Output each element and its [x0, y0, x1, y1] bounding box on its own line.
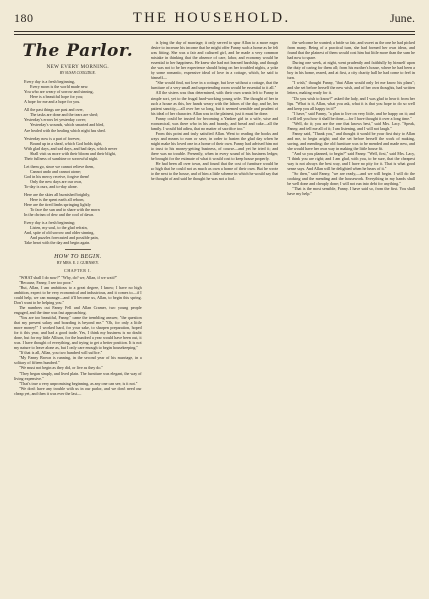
poem-line: Only the new days are our own, — [30, 178, 83, 184]
story-paragraph: "Because, Fanny, I see too poor." — [19, 279, 74, 285]
chapter-heading: CHAPTER I. — [64, 267, 92, 273]
poem-line: Let them go, since we cannot relieve them, — [24, 163, 95, 169]
story-paragraph: He had been all over town, and found that the cost of furniture would be so high that he could not as much as own a home of their own. But he wrote to the next to the house, and of him a little scheme in which he would say that he thought of and said he thought he was not a fool. — [150, 161, 279, 182]
poem-byline: BY SUSAN COOLIDGE. — [59, 71, 96, 76]
poem-stanza — [24, 107, 142, 132]
story-paragraph: "My Fanny Brown is running, in the second year of his marriage, in a solitary of fifteen hundred." — [14, 355, 142, 366]
story-paragraph: "We must not begin as they did, or live as they do." — [19, 365, 104, 371]
poem-line: A hope for me and a hope for you. — [24, 99, 81, 105]
story-paragraph: "And so you planned, to begin?" said Fanny. "Well, first," said Mrs. Lacy, "I think you are right; and I am glad, with you, to be sure, that the cheapest way is not always the best way, and I have no pity for it. That is what good sense says. And Allan will be delighted when he hears of it." — [287, 151, 415, 172]
page-number: 180 — [14, 11, 34, 25]
story-text-col3 — [287, 40, 415, 196]
poem-line: Yesterday now is a part of forever, — [24, 135, 81, 141]
page-header — [14, 10, 415, 32]
story-paragraph: "But, Allan, I am ambitious to a great degree, I know; I have no high ambition, expect to be very economical and industrious, and it comes to—if I could help, we can manage—and it'll become us, Allan, to begin this spring. Don't want to be helping you." — [14, 284, 142, 305]
story-paragraph: "If that is all, Allan, you two hundred will suffice." — [19, 350, 103, 356]
poem-line: And puzzles forecasted and possible pain, — [30, 235, 99, 241]
column-3 — [287, 40, 415, 585]
poem-line: Here is a beautiful hope for you; — [30, 94, 84, 100]
department-title: The Parlor. — [22, 41, 134, 61]
poem-line: Are healed with the healing which night has shed. — [24, 127, 106, 133]
story-paragraph: The numbers out Fanny Fell and Allan Cramer, two young people engaged, and the time was fast approaching. — [14, 304, 142, 315]
masthead: THE HOUSEHOLD. — [132, 10, 291, 26]
story-paragraph: "WHAT shall I do now?" "Why, do? we, Allan, if we wait?" — [19, 274, 118, 280]
story-paragraph: "You are too beautiful, Fanny," came the trembling answer, "the question that my present salary and boarding is beyond me." "Oh, for only a little more money!" I worked hard, for your sake, to sharpen preparation, hoped for it this year, and had a good trade. Yes, I think my business is no doubt done, but for my little Allison, for the hundred a year would have been out, it was. I have thought of everything, and trying to get a better position. It is not my nature to leave alone as, but I only care enough to begin housekeeping." — [14, 315, 142, 351]
poem-line: Here is the spent earth all reborn, — [30, 197, 85, 203]
poem-line: Every day is a fresh beginning; — [24, 220, 76, 226]
poem-line: Yesterday's wounds, which smarted and bled, — [30, 122, 105, 128]
poem-title: NEW EVERY MORNING. — [46, 65, 109, 70]
poem-line: God in his mercy receive, forgive them! — [24, 173, 90, 179]
poem-line: With glad days, and sad days, and bad days, which never — [24, 145, 118, 151]
article-columns — [14, 40, 415, 585]
poem-stanza — [24, 79, 142, 104]
poem-stanza — [24, 164, 142, 189]
story-byline: BY MRS. E. J. GURNSEY. — [56, 260, 99, 265]
story-paragraph: "So then," said Fanny, "we are ready,—and we will begin. I will do the cooking and the mending and the housework. Everything in my hands shall be well done and cheaply done; I will not run into debt for anything." — [287, 171, 415, 187]
poem-stanza — [24, 220, 142, 245]
story-paragraph: "They began simply, and lived plain. The furniture was elegant, the way of living expensive." — [14, 370, 142, 381]
poem-line: The tasks are done and the tears are shed; — [30, 112, 98, 118]
story-title: HOW TO BEGIN. — [54, 253, 102, 260]
poem-line: Take heart with the day and begin again. — [24, 240, 91, 246]
story-paragraph: "Do you wish to know?" asked the lady, and I was glad to hear it from her lips. "What is it, Allan, what you ask, what it is that you hope to do so well and keep you all happy in it?" — [287, 95, 415, 111]
story-paragraph: During one week, at night, went prudently and faithfully by himself upon the duty of caring for them all; from his mother's house, where he had been a boy in his home, reared, and at first, a city charity hall he had come to feel in turn. — [287, 60, 415, 81]
poem-body — [14, 79, 142, 245]
column-2 — [151, 40, 279, 585]
poem-line: Every day is a fresh beginning, — [24, 79, 75, 85]
poem-line: Here are the skies all burnished brightly, — [24, 192, 91, 198]
header-rule-thin — [14, 34, 415, 35]
story-paragraph: Fanny said, "Thank you," and thought it would be your first duty to Allan and me, to begin aright; and she set before herself the work of making, saving, and mending; the old furniture was to be mended and made new, and she would have her own way in making the little house fit. — [287, 130, 415, 151]
section-divider — [65, 249, 91, 250]
poem-line: To face the sun and to share with the morn — [30, 207, 100, 213]
column-1 — [14, 40, 142, 585]
story-paragraph: "I wish," thought Fanny, "that Allan would only let me know his plans"; and she set before herself the new wish, and of her own thoughts, had written letters, making ready for it. — [287, 80, 415, 96]
poem-line: Yesterday's errors let yesterday cover; — [24, 117, 87, 123]
poem-stanza — [24, 192, 142, 217]
story-text-col2 — [151, 40, 279, 181]
poem-line: You who are weary of sorrow and sinning, — [24, 89, 94, 95]
story-text-col1 — [14, 275, 142, 396]
poem-line: Bound up in a sheaf, which God holds tight, — [30, 140, 103, 146]
story-paragraph: All the sisters was thus determined, with their own wants left to Fanny in simple sort, yet to the frugal hard-working young wife. The thought of her in such a house as this, her hands weary with the labors of the day, and he, her patient sanctity,—all over her so long, but it seemed sensible and prudent of his ideal of her character. Allan was in the plainest, just it must be done. — [150, 90, 279, 116]
story-paragraph: "That's true a very unpromising beginning, as any one can see, is it not." — [19, 380, 138, 386]
story-paragraph: From this point and truly satisfied Allan. Went to reading the books and ways and means to earn or save, in order to hasten the glad day when he might make his loved one in a home of their own. Fanny had advised him not to trust to his money-getting business, of course—and yet he tried it; and there was no trouble. Presently, when in every sound of his business ledger, he brought for the estimate of what it would cost to keep house properly. — [150, 130, 279, 162]
story-paragraph: "We don't have any trouble with us in our parlor, and we don't need our cheap yet, and then it was ever the last— — [14, 385, 142, 396]
poem-line: To-day is ours, and to-day alone. — [24, 183, 78, 189]
poem-line: In the chrism of dew and the cool of dawn. — [24, 212, 95, 218]
poem-line: And, spite of old sorrow and older sinning, — [24, 230, 95, 236]
poem-line: Every morn is the world made new. — [30, 84, 89, 90]
poem-line: Cannot undo and cannot atone; — [30, 168, 81, 174]
issue-month: June. — [390, 11, 415, 25]
poem-line: Shall visit us more with their bloom and their blight, — [30, 150, 116, 156]
story-paragraph: "Well, do it; you are the one that knows best," said Mrs. Lacy. "Speak, Fanny, and tell me all of it; I am listening, and I will not laugh." — [287, 120, 415, 131]
story-paragraph: Fanny could be trusted for becoming a Yankee girl in a wife, wise and economical, was there who in his and brandy, and bread and cake—all the family. I would bid adieu, that no matter of sacrifice too." — [150, 115, 279, 131]
story-paragraph: "She would find, not love in a cottage, but love without a cottage, that the furniture of a very small and unpretending room would be essential to it all." — [150, 80, 279, 91]
poem-line: Their fullness of sunshine or sorrowful night. — [24, 155, 99, 161]
poem-stanza — [24, 136, 142, 161]
poem-line: All the past things are past and over, — [24, 107, 84, 113]
story-paragraph: "That is the most sensible, Fanny. I have said so, from the first. You shall have my help." — [287, 186, 415, 197]
poem-line: Here are the tired limbs springing lightly — [24, 202, 91, 208]
poem-line: Listen, my soul, to the glad refrain, — [30, 225, 88, 231]
story-paragraph: the welcome he wanted; a bride so fair, and sweet as the one he had picked from many. Being of a practical turn, she had formed her own ideas, and found that the plainest of them would cost him but little more than the sum he had now to spare. — [287, 40, 415, 61]
story-paragraph: is lying the day of marriage; it only served to spur Allan to a more eager desire to increase his income that he might offer Fanny such a home as he felt was fitting. She was a fair and cultured girl, and he made a very common mistake in thinking that the absence of care, labor, and economy would be essential to her happiness. He knew she had not learned hardship, and though she was not to be her experience should bring on her troubled nights, a yoke by some romantic, expensive ideal of love in a cottage, which, he said to himself— — [150, 40, 279, 81]
story-paragraph: "I have," said Fanny, "a plan to live on very little, and be happy on it; and I will tell you how it shall be done,—for I have thought it over a long time." — [287, 110, 415, 121]
header-rule — [14, 31, 415, 32]
